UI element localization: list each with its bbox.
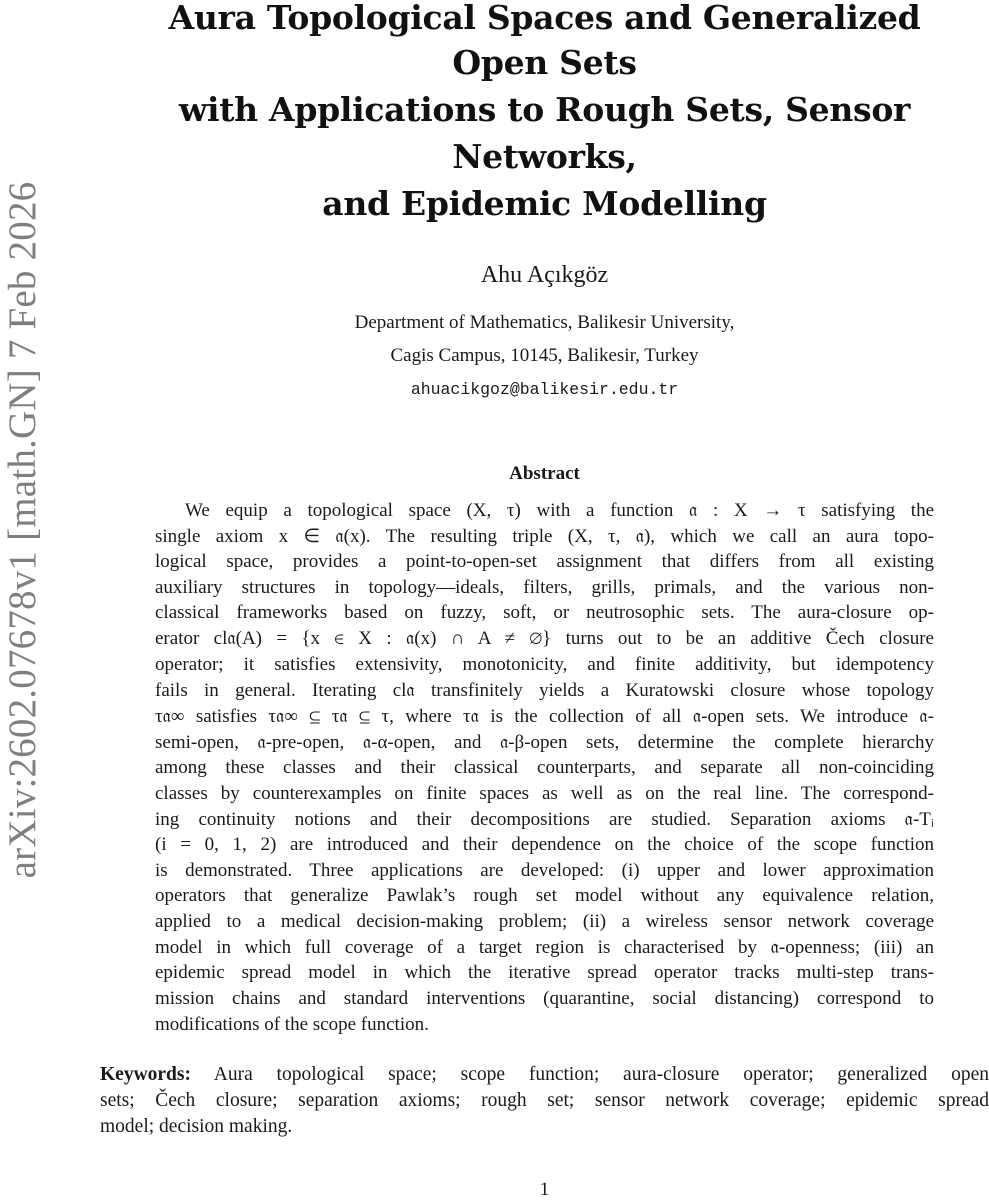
abstract-line: semi-open, 𝔞-pre-open, 𝔞-α-open, and 𝔞-β-open sets, determine the complete hierarchy [155,731,934,753]
abstract-line: classical frameworks based on fuzzy, soft, or neutrosophic sets. The aura-closure op- [155,602,934,623]
page-number: 1 [539,1179,550,1200]
title-line: Open Sets [452,43,637,82]
abstract-line: auxiliary structures in topology—ideals, filters, grills, primals, and the various non- [155,576,934,598]
abstract-line: applied to a medical decision-making problem; (ii) a wireless sensor network coverage [155,911,934,932]
abstract-line: among these classes and their classical counterparts, and separate all non-coinciding [155,757,934,778]
keywords-line: sets; Čech closure; separation axioms; rough set; sensor network coverage; epidemic spread [100,1090,989,1111]
abstract-line: mission chains and standard interventions (quarantine, social distancing) correspond to [155,988,934,1009]
abstract-line: logical space, provides a point-to-open-set assignment that differs from all existing [155,551,934,572]
keywords-line: model; decision making. [100,1116,293,1137]
abstract-line: operator; it satisfies extensivity, monotonicity, and finite additivity, but idempotency [155,654,934,675]
keywords-text: Aura topological space; scope function; aura-closure operator; generalized open [213,1064,989,1085]
keywords-label: Keywords: [100,1064,191,1085]
abstract-line: classes by counterexamples on finite spaces as well as on the real line. The correspond- [155,783,934,804]
arxiv-identifier-stamp: arXiv:2602.07678v1 [math.GN] 7 Feb 2026 [1,181,44,879]
abstract-line: is demonstrated. Three applications are developed: (i) upper and lower approximation [155,859,934,881]
title-line: and Epidemic Modelling [322,184,767,223]
abstract-line: single axiom x ∈ 𝔞(x). The resulting triple (X, τ, 𝔞), which we call an aura topo- [155,525,934,547]
abstract-line: erator cl𝔞(A) = {x ∈ X : 𝔞(x) ∩ A ≠ ∅} turns out to be an additive Čech closure [155,628,934,649]
abstract-heading: Abstract [509,463,580,484]
abstract-line: ing continuity notions and their decompositions are studied. Separation axioms 𝔞-Tᵢ [155,808,934,830]
affiliation-line: Department of Mathematics, Balikesir University, [354,312,735,333]
abstract-line: model in which full coverage of a target region is characterised by 𝔞-openness; (iii) an [155,936,934,958]
keywords-line [100,1062,989,1088]
title-line: with Applications to Rough Sets, Sensor [178,90,911,129]
abstract-line: We equip a topological space (X, τ) with a function 𝔞 : X → τ satisfying the [185,500,934,521]
title-line: Aura Topological Spaces and Generalized [168,0,921,37]
abstract-line: operators that generalize Pawlak’s rough set model without any equivalence relation, [155,885,934,906]
title-line: Networks, [452,137,637,176]
abstract-line: τ𝔞∞ satisfies τ𝔞∞ ⊆ τ𝔞 ⊆ τ, where τ𝔞 is the collection of all 𝔞-open sets. We introduce 𝔞- [155,706,934,727]
affiliation-line: Cagis Campus, 10145, Balikesir, Turkey [390,345,699,366]
author-email[interactable]: ahuacikgoz@balikesir.edu.tr [410,380,679,399]
abstract-line: (i = 0, 1, 2) are introduced and their dependence on the choice of the scope function [155,834,934,855]
abstract-line: fails in general. Iterating cl𝔞 transfinitely yields a Kuratowski closure whose topology [155,680,934,701]
abstract-line: modifications of the scope function. [155,1013,429,1035]
author-name: Ahu Açıkgöz [480,262,609,288]
abstract-line: epidemic spread model in which the iterative spread operator tracks multi-step trans- [155,962,934,983]
